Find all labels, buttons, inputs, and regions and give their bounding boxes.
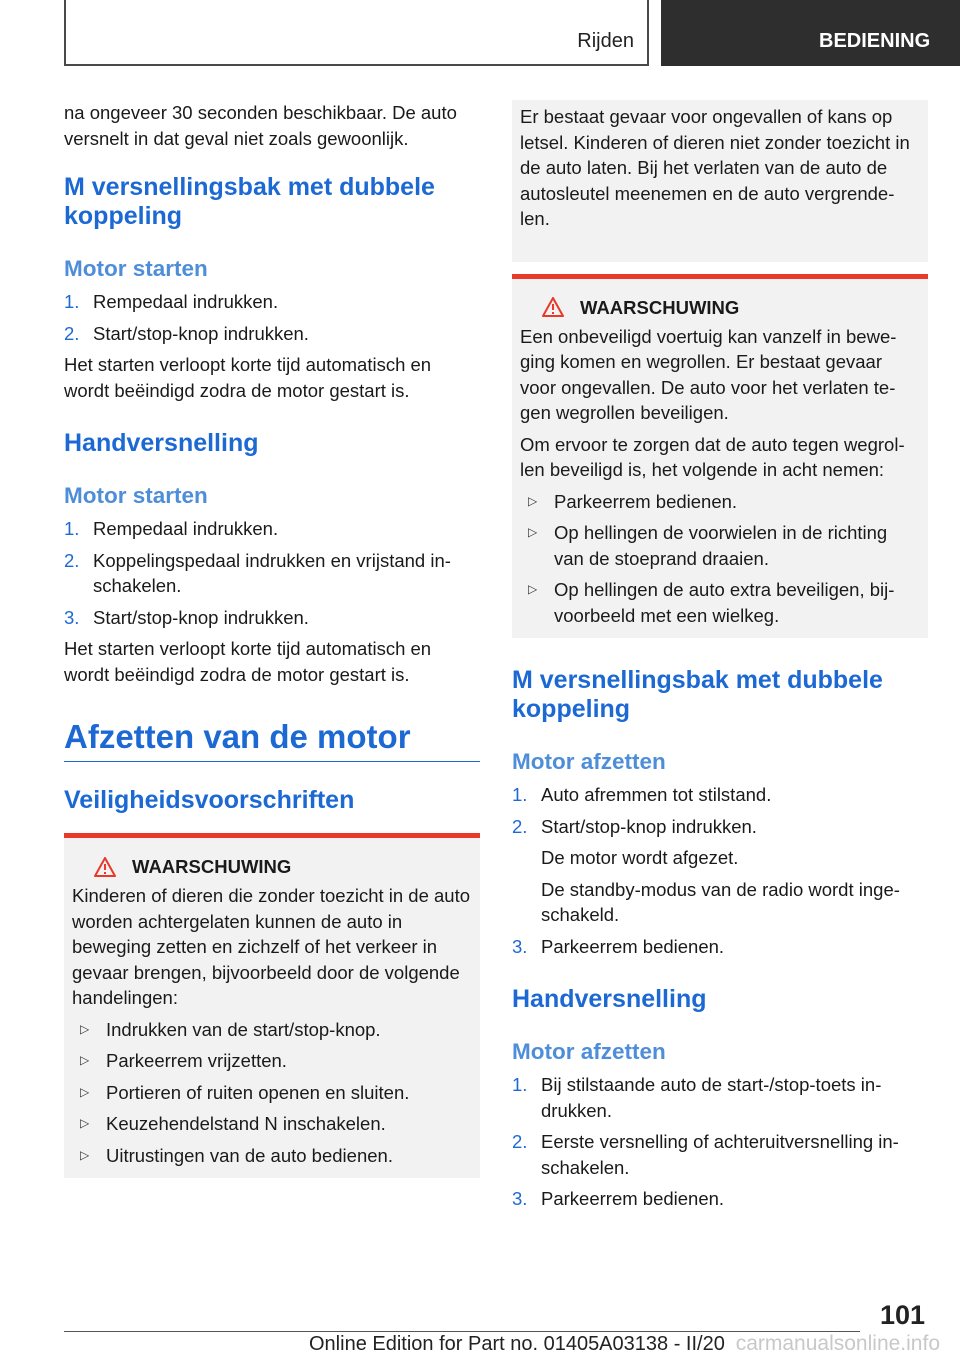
triangle-bullet-icon: ▷ — [80, 1053, 90, 1067]
manual-engine-off-heading: Motor afzetten — [512, 1039, 666, 1064]
list-item: 1. Rempedaal indrukken. — [64, 518, 279, 539]
warning-header — [520, 295, 920, 320]
triangle-bullet-icon: ▷ — [528, 525, 538, 539]
warning-text: Een onbeveiligd voertuig kan vanzelf in bewe-ging komen en wegrollen. Er bestaat gevaar voor ongevallen. De auto voor het verlaten te-gen wegrollen beveiligen. — [520, 325, 897, 423]
m-start-steps — [64, 289, 480, 346]
list-item: 1. Auto afremmen tot stilstand. — [512, 784, 772, 805]
safety-heading: Veiligheidsvoorschriften — [64, 786, 355, 814]
header-section-title: Rijden — [577, 30, 634, 52]
step-detail: De motor wordt afgezet. — [541, 847, 739, 868]
list-item: 1. Bij stilstaande auto de start-/stop-toets in-drukken. — [512, 1074, 882, 1121]
manual-start-note: Het starten verloopt korte tijd automatisch en wordt beëindigd zodra de motor gestart is. — [64, 638, 432, 685]
warning-label: WAARSCHUWING — [580, 296, 740, 318]
list-item: ▷ Indrukken van de start/stop-knop. — [72, 1017, 472, 1043]
engine-off-heading: Afzetten van de motor — [64, 717, 480, 762]
list-item: ▷ Uitrustingen van de auto bedienen. — [72, 1143, 472, 1169]
manual-gearbox-heading: Handversnelling — [512, 985, 707, 1013]
m-engine-start-heading: Motor starten — [64, 256, 208, 281]
warning-triangle-icon — [542, 297, 564, 317]
warning-label: WAARSCHUWING — [132, 856, 292, 877]
watermark-text: carmanualsonline.info — [735, 1332, 940, 1355]
warning-text-secondary: Om ervoor te zorgen dat de auto tegen wegrol-len beveiligd is, het volgende in acht nemen: — [520, 433, 905, 480]
m-start-note: Het starten verloopt korte tijd automatisch en wordt beëindigd zodra de motor gestart is. — [64, 354, 432, 401]
m-off-steps — [512, 782, 928, 959]
list-item: 2. Koppelingspedaal indrukken en vrijstand in-schakelen. — [64, 549, 451, 596]
page-number: 101 — [880, 1300, 926, 1330]
list-item: 1. Rempedaal indrukken. — [64, 291, 279, 312]
manual-start-steps — [64, 516, 480, 630]
m-gearbox-heading: M versnellingsbak met dubbele koppeling — [64, 173, 435, 230]
triangle-bullet-icon: ▷ — [80, 1021, 90, 1036]
right-column — [512, 100, 928, 1218]
warning-box-rolling — [512, 274, 928, 639]
warning-box-children — [64, 833, 480, 1178]
warning-continuation-box — [512, 100, 928, 262]
list-item: 2. Eerste versnelling of achteruitversnelling in-schakelen. — [512, 1131, 899, 1178]
triangle-bullet-icon: ▷ — [528, 582, 538, 596]
list-item: 2. Start/stop-knop indrukken. De motor wordt afgezet. De standby-modus van de radio wordt inge-schakeld. — [512, 814, 928, 928]
list-item: ▷ Parkeerrem bedienen. — [520, 489, 920, 515]
step-detail: De standby-modus van de radio wordt inge-schakeld. — [541, 878, 900, 925]
list-item: 3. Parkeerrem bedienen. — [512, 935, 725, 957]
warning-header — [72, 854, 472, 879]
manual-gearbox-heading: Handversnelling — [64, 429, 259, 457]
m-gearbox-heading: M versnellingsbak met dubbele koppeling — [512, 666, 883, 723]
manual-off-steps — [512, 1072, 928, 1212]
header-chapter-tab: BEDIENING — [661, 0, 960, 66]
list-item: 2. Start/stop-knop indrukken. — [64, 322, 309, 344]
warning-items — [72, 1017, 472, 1169]
warning-triangle-icon — [94, 857, 116, 877]
manual-engine-start-heading: Motor starten — [64, 483, 208, 508]
list-item: ▷ Op hellingen de auto extra beveiligen, bij-voorbeeld met een wielkeg. — [528, 579, 895, 626]
intro-text: na ongeveer 30 seconden beschikbaar. De auto versnelt in dat geval niet zoals gewoonlijk. — [64, 102, 457, 149]
warning-items — [520, 489, 920, 629]
list-item: ▷ Portieren of ruiten openen en sluiten. — [72, 1080, 472, 1106]
triangle-bullet-icon: ▷ — [80, 1084, 90, 1099]
footer-edition: Online Edition for Part no. 01405A03138 - II/20 — [309, 1333, 725, 1355]
left-column — [64, 100, 480, 1178]
warning-continuation-text: Er bestaat gevaar voor ongevallen of kans op letsel. Kinderen of dieren niet zonder toezicht in de auto laten. Bij het verlaten van de auto de autosleutel meenemen en de auto vergrende-len. — [520, 106, 910, 229]
list-item: ▷ Keuzehendelstand N inschakelen. — [72, 1111, 472, 1137]
triangle-bullet-icon: ▷ — [528, 493, 538, 508]
list-item: ▷ Parkeerrem vrijzetten. — [72, 1048, 472, 1074]
m-engine-off-heading: Motor afzetten — [512, 749, 666, 774]
triangle-bullet-icon: ▷ — [80, 1116, 90, 1130]
list-item: 3. Start/stop-knop indrukken. — [64, 606, 309, 628]
list-item: ▷ Op hellingen de voorwielen in de richting van de stoeprand draaien. — [528, 522, 888, 569]
list-item: 3. Parkeerrem bedienen. — [512, 1188, 725, 1209]
warning-text: Kinderen of dieren die zonder toezicht in de auto worden achtergelaten kunnen de auto in beweging zetten en zichzelf of het verkeer in gevaar brengen, bijvoorbeeld door de volgende handelingen: — [72, 885, 471, 1008]
triangle-bullet-icon: ▷ — [80, 1147, 90, 1162]
